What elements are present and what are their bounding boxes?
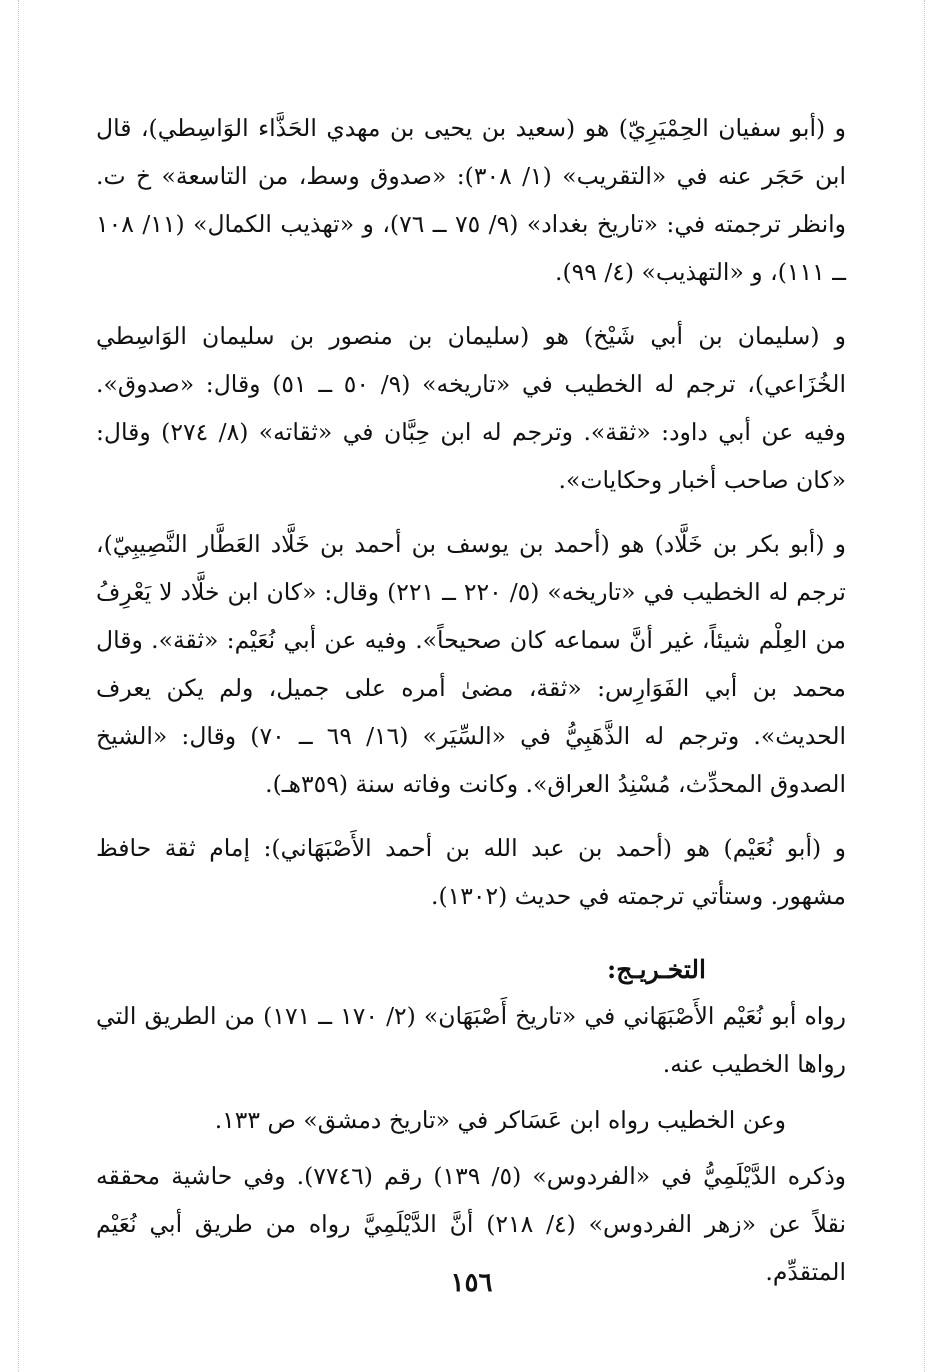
paragraph-sulayman: و (سليمان بن أبي شَيْخ) هو (سليمان بن منصور بن سليمان الوَاسِطي الخُزَاعي)، ترجم له الخطيب في «تاريخه» (٩/ ٥٠ ــ ٥١) وقال: «صدوق». وفيه عن أبي داود: «ثقة». وترجم له ابن حِبَّان في «ثقاته» (٨/ ٢٧٤) وقال: «كان صاحب أخبار وحكايات». (96, 322, 847, 494)
scan-guide-right (924, 0, 925, 1372)
page-number: ١٥٦ (450, 1268, 493, 1298)
takhrij-paragraph-2: وعن الخطيب رواه ابن عَسَاكر في «تاريخ دمشق» ص ١٣٣. (214, 1106, 786, 1134)
scan-guide-left (18, 0, 19, 1372)
takhrij-paragraph-3: وذكره الدَّيْلَمِيُّ في «الفردوس» (٥/ ١٣٩) رقم (٧٧٤٦). وفي حاشية محققه نقلاً عن «زهر الفردوس» (٤/ ٢١٨) أنَّ الدَّيْلَمِيَّ رواه من طريق أبي نُعَيْم المتقدِّم. (96, 1162, 847, 1286)
paragraph-abu-nuaym: و (أبو نُعَيْم) هو (أحمد بن عبد الله بن أحمد الأَصْبَهَاني): إمام ثقة حافظ مشهور. وستأتي ترجمته في حديث (١٣٠٢). (96, 834, 846, 910)
takhrij-paragraph-1: رواه أبو نُعَيْم الأَصْبَهَاني في «تاريخ أَصْبَهَان» (٢/ ١٧٠ ــ ١٧١) من الطريق التي رواها الخطيب عنه. (96, 1002, 846, 1078)
paragraph-abu-sufyan: و (أبو سفيان الحِمْيَرِيّ) هو (سعيد بن يحيى بن مهدي الحَذَّاء الوَاسِطي)، قال ابن حَجَر عنه في «التقريب» (١/ ٣٠٨): «صدوق وسط، من التاسعة» خ ت. وانظر ترجمته في: «تاريخ بغداد» (٩/ ٧٥ ــ ٧٦)، و «تهذيب الكمال» (١١/ ١٠٨ ــ ١١١)، و «التهذيب» (٤/ ٩٩). (96, 114, 847, 286)
section-heading-takhrij: التخـريـج: (606, 955, 706, 984)
paragraph-abu-bakr: و (أبو بكر بن خَلَّاد) هو (أحمد بن يوسف بن أحمد بن خَلَّاد العَطَّار النَّصِيبِيّ)، ترجم له الخطيب في «تاريخه» (٥/ ٢٢٠ ــ ٢٢١) وقال: «كان ابن خلَّاد لا يَعْرِفُ من العِلْم شيئاً، غير أنَّ سماعه كان صحيحاً». وفيه عن أبي نُعَيْم: «ثقة». وقال محمد بن أبي الفَوَارِس: «ثقة، مضىٰ أمره على جميل، ولم يكن يعرف الحديث». وترجم له الذَّهَبِيُّ في «السِّيَر» (١٦/ ٦٩ ــ ٧٠) وقال: «الشيخ الصدوق المحدِّث، مُسْنِدُ العراق». وكانت وفاته سنة (٣٥٩هـ). (96, 530, 847, 798)
page-body (96, 104, 846, 1312)
